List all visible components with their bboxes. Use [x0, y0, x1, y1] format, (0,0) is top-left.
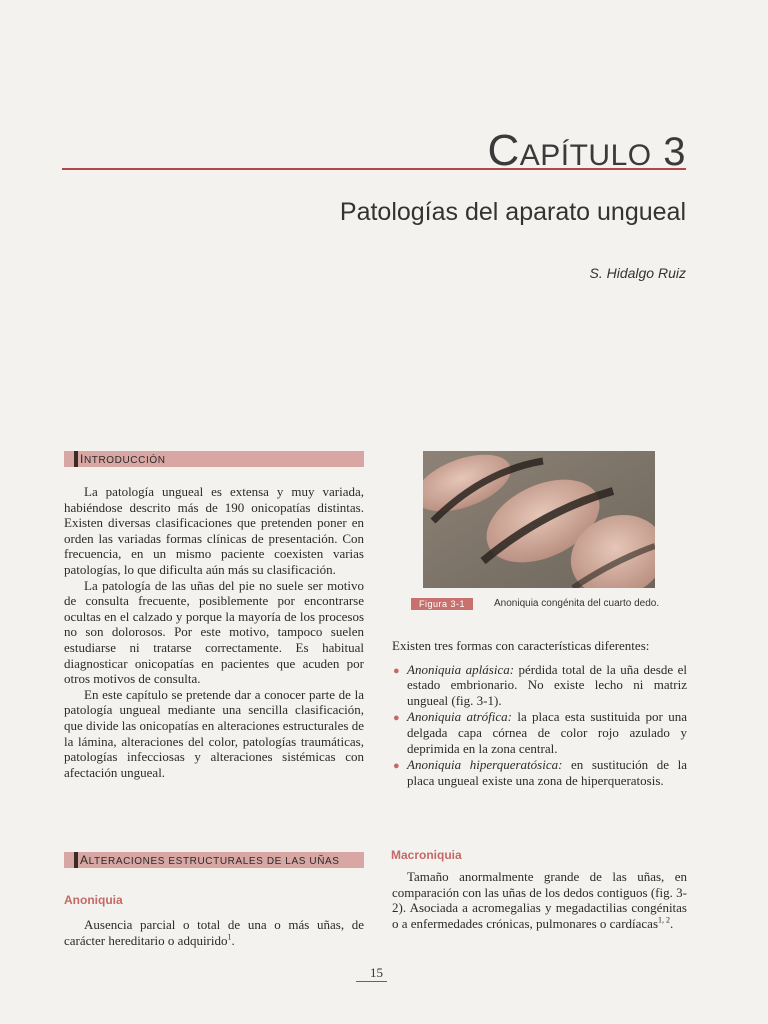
anoniquia-paragraph: Ausencia parcial o total de una o más uñas, de carácter hereditario o adquirido$^1$. — [64, 917, 364, 948]
intro-paragraph: En este capítulo se pretende dar a conocer parte de la patología ungueal mediante una sencilla clasificación, que divide las onicopatías en alteraciones estructurales de la lámina, alteraciones del color, patologías traumáticas, patologías infecciosas y alteraciones sistémicas con afectación ungueal. — [64, 686, 364, 780]
reference-superscript: 1, 2 — [658, 915, 671, 925]
macroniquia-paragraph: Tamaño anormalmente grande de las uñas, en comparación con las uñas de los dedos contiguos (fig. 3-2). Asociada a acromegalias y megadactilias congénitas o a enfermedades crónicas, pulmonares o cardíacas$^{1, 2}$. — [392, 869, 687, 931]
chapter-author: S. Hidalgo Ruiz — [589, 265, 686, 281]
toe-photo-illustration — [423, 451, 655, 588]
macroniquia-body — [392, 869, 687, 931]
subheading-anoniquia: Anoniquia — [64, 893, 123, 907]
anoniquia-forms — [392, 638, 687, 789]
section-heading-marker — [74, 451, 78, 467]
section-heading-introduccion — [64, 451, 364, 467]
bullet-icon: ● — [393, 712, 400, 725]
figure-caption: Anoniquia congénita del cuarto dedo. — [494, 598, 660, 609]
figure-label: Figura 3-1 — [411, 598, 473, 610]
list-item: ● Anoniquia atrófica: la placa esta sustituida por una delgada capa córnea de color rojo azulado y deprimida en la zona central. — [393, 709, 687, 756]
page-number: 15 — [356, 965, 387, 982]
anoniquia-body — [64, 917, 364, 948]
section-heading-marker — [74, 852, 78, 868]
chapter-number: 3 — [663, 130, 686, 174]
intro-paragraph: La patología ungueal es extensa y muy variada, habiéndose descrito más de 190 onicopatías distintas. Existen diversas clasificaciones que pretenden poner en orden las variadas formas clínicas de presentación. Con frecuencia, en un mismo paciente coexisten varias patologías, lo que dificulta aún más su clasificación. — [64, 484, 364, 577]
chapter-subtitle: Patologías del aparato ungueal — [339, 198, 686, 226]
bullet-icon: ● — [393, 760, 400, 773]
intro-body — [64, 484, 364, 780]
list-item: ● Anoniquia hiperqueratósica: en sustitución de la placa ungueal existe una zona de hiperqueratosis. — [393, 757, 687, 788]
chapter-title-rest: APÍTULO — [519, 139, 652, 172]
chapter-title-initial: C — [487, 126, 520, 175]
list-item: ● Anoniquia aplásica: pérdida total de la uña desde el estado embrionario. No existe lecho ni matriz ungueal (fig. 3-1). — [393, 661, 687, 708]
subheading-macroniquia: Macroniquia — [391, 848, 462, 862]
section-heading-label: ALTERACIONES ESTRUCTURALES DE LAS UÑAS — [80, 853, 340, 867]
intro-paragraph: La patología de las uñas del pie no suele ser motivo de consulta frecuente, posiblemente por encontrarse ocultas en el calzado y porque la mayoría de los procesos no son dolorosos. Por este motivo, tampoco suelen estudiarse ni tratarse correctamente. Es habitual diagnosticar onicopatías en pacientes que acuden por otros motivos de consulta. — [64, 577, 364, 687]
forms-list — [392, 662, 687, 789]
figure-photo-toe — [423, 451, 655, 588]
forms-lead: Existen tres formas con características diferentes: — [392, 638, 650, 653]
bullet-icon: ● — [393, 664, 400, 677]
section-heading-label: INTRODUCCIÓN — [80, 452, 166, 466]
chapter-title — [487, 126, 686, 176]
section-heading-alteraciones — [64, 852, 364, 868]
reference-superscript: 1 — [227, 932, 232, 942]
